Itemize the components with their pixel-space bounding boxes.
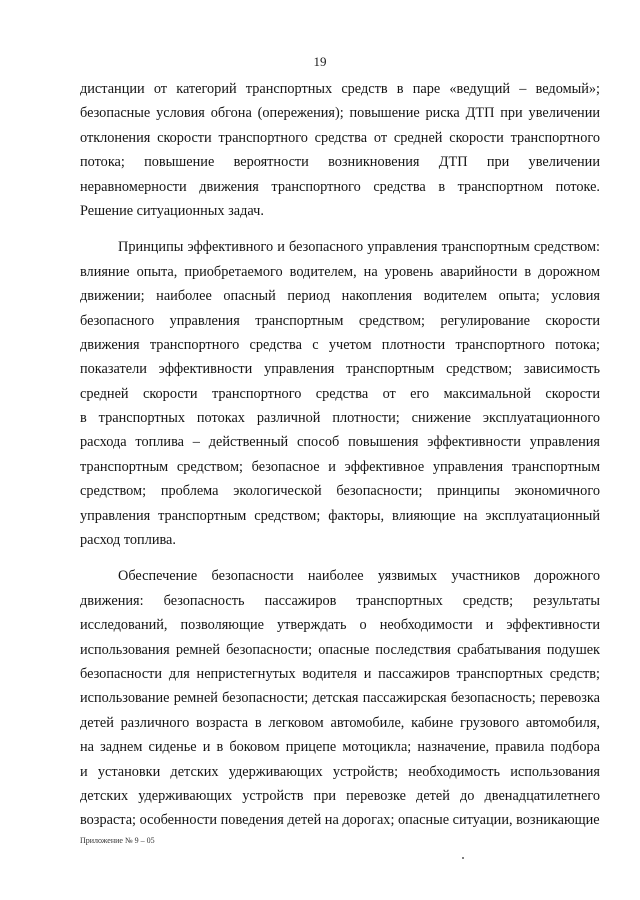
text-line: использования ремней безопасности; опасные последствия срабатывания подушек	[80, 641, 600, 658]
text-line: использование ремней безопасности; детская пассажирская безопасность; перевозка	[80, 690, 600, 707]
text-line: детских удерживающих устройств при перевозке детей до двенадцатилетнего	[80, 787, 600, 804]
paragraph-gap	[80, 223, 600, 235]
text-line: дистанции от категорий транспортных средств в паре «ведущий – ведомый»;	[80, 81, 600, 97]
text-line: безопасности для непристегнутых водителя и пассажиров транспортных средств;	[80, 665, 600, 682]
text-line: потока; повышение вероятности возникновения ДТП при увеличении	[80, 154, 600, 171]
paragraph-gap	[80, 552, 600, 564]
text-line: Обеспечение безопасности наиболее уязвимых участников дорожного	[118, 568, 600, 585]
paragraph	[80, 564, 600, 832]
page-number: 19	[313, 54, 327, 69]
text-line: расхода топлива – действенный способ повышения эффективности управления	[80, 434, 600, 451]
text-line: движения транспортного средства с учетом плотности транспортного потока;	[80, 336, 600, 353]
text-line: на заднем сиденье и в боковом прицепе мотоцикла; назначение, правила подбора	[80, 739, 600, 756]
text-line: и установки детских удерживающих устройств; необходимость использования	[80, 763, 600, 780]
text-line: возраста; особенности поведения детей на дорогах; опасные ситуации, возникающие	[80, 812, 600, 829]
text-line: исследований, позволяющие утверждать о необходимости и эффективности	[80, 617, 600, 634]
text-line: в транспортных потоках различной плотности; снижение эксплуатационного	[80, 410, 600, 427]
text-line: расход топлива.	[80, 532, 176, 549]
text-line: отклонения скорости транспортного средства от средней скорости транспортного	[80, 129, 600, 146]
scan-speck	[462, 857, 464, 859]
paragraph	[80, 235, 600, 552]
text-line: средней скорости транспортного средства от его максимальной скорости	[80, 385, 600, 402]
text-line: движения: безопасность пассажиров транспортных средств; результаты	[80, 592, 600, 609]
document-body	[80, 77, 600, 833]
text-line: управления транспортным средством; факторы, влияющие на эксплуатационный	[80, 507, 600, 524]
paragraph	[80, 77, 600, 223]
text-line: показатели эффективности управления транспортным средством; зависимость	[80, 361, 600, 378]
page-footer: Приложение № 9 – 05	[80, 836, 155, 845]
text-line: безопасные условия обгона (опережения); повышение риска ДТП при увеличении	[80, 105, 600, 122]
text-line: безопасного управления транспортным средством; регулирование скорости	[80, 312, 600, 329]
text-line: средством; проблема экологической безопасности; принципы экономичного	[80, 483, 600, 500]
text-line: Принципы эффективного и безопасного управления транспортным средством:	[118, 239, 600, 256]
text-line: движении; наиболее опасный период накопления водителем опыта; условия	[80, 288, 600, 305]
text-line: детей различного возраста в легковом автомобиле, кабине грузового автомобиля,	[80, 714, 600, 731]
text-line: Решение ситуационных задач.	[80, 202, 264, 219]
text-line: влияние опыта, приобретаемого водителем, на уровень аварийности в дорожном	[80, 263, 600, 280]
text-line: неравномерности движения транспортного средства в транспортном потоке.	[80, 178, 600, 195]
text-line: транспортным средством; безопасное и эффективное управления транспортным	[80, 458, 600, 475]
